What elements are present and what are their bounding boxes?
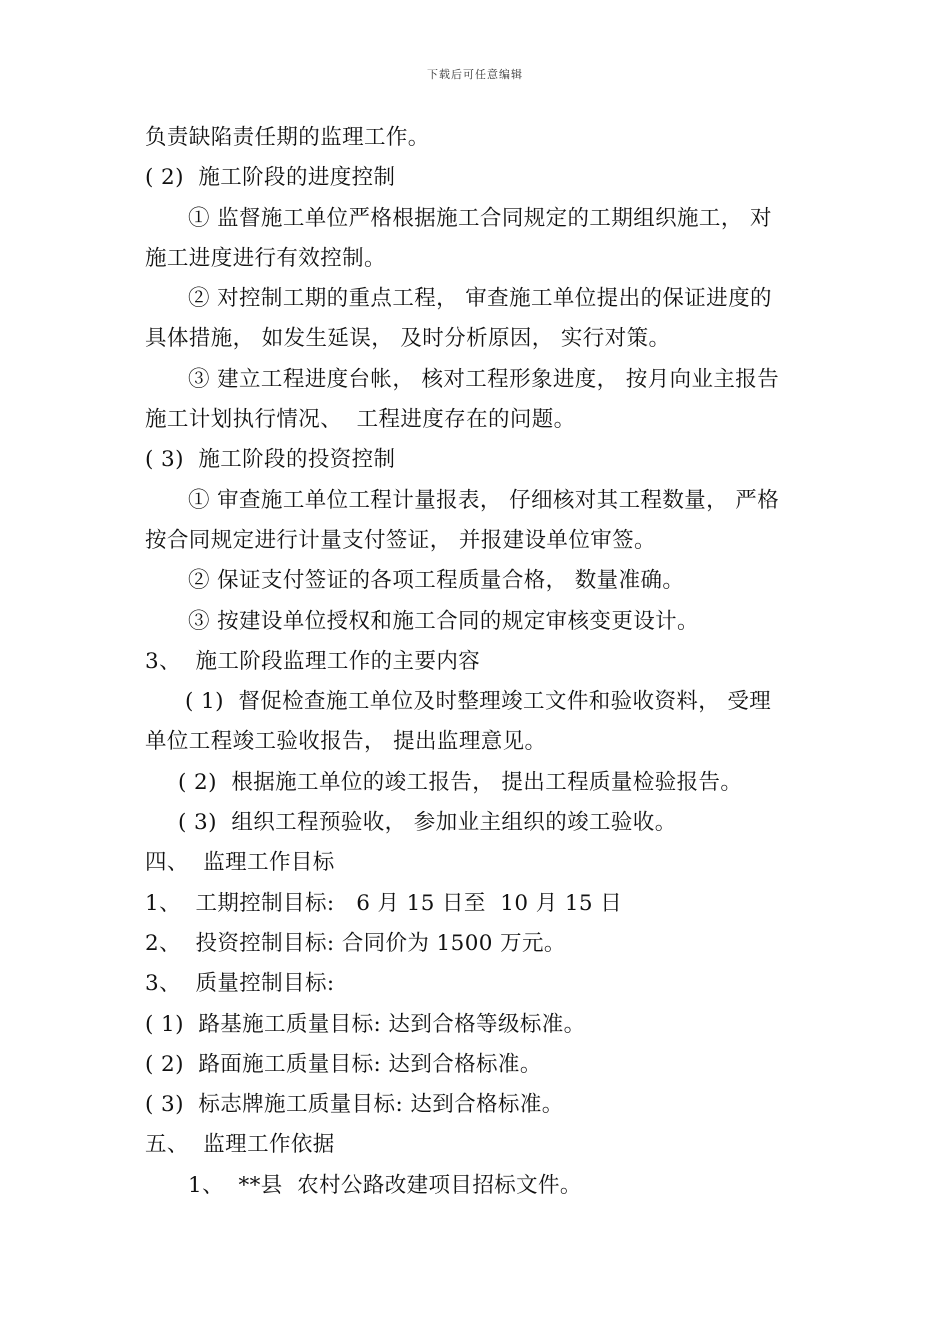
list-item: 1、 **县 农村公路改建项目招标文件。 — [188, 1172, 582, 1198]
list-item: ② 保证支付签证的各项工程质量合格， 数量准确。 — [188, 568, 685, 594]
text-line: 施工计划执行情况、 工程进度存在的问题。 — [145, 407, 576, 433]
list-item: ( 2) 路面施工质量目标: 达到合格标准。 — [145, 1051, 542, 1077]
list-item: ( 1) 督促检查施工单位及时整理竣工文件和验收资料， 受理 — [185, 689, 772, 715]
list-item: ( 3) 标志牌施工质量目标: 达到合格标准。 — [145, 1092, 564, 1118]
text-line: 施工进度进行有效控制。 — [145, 245, 386, 271]
section-heading: 五、 监理工作依据 — [145, 1132, 335, 1158]
page-header-note: 下载后可任意编辑 — [427, 68, 523, 81]
list-item: ( 1) 路基施工质量目标: 达到合格等级标准。 — [145, 1011, 586, 1037]
list-item: ( 3) 组织工程预验收， 参加业主组织的竣工验收。 — [178, 810, 677, 836]
text-line: 具体措施， 如发生延误， 及时分析原因， 实行对策。 — [145, 326, 671, 352]
list-item: ① 审查施工单位工程计量报表， 仔细核对其工程数量， 严格 — [188, 487, 780, 513]
list-item: ③ 建立工程进度台帐， 核对工程形象进度， 按月向业主报告 — [188, 366, 780, 392]
list-item: 2、 投资控制目标: 合同价为 1500 万元。 — [145, 930, 566, 956]
section-heading: ( 3) 施工阶段的投资控制 — [145, 447, 396, 473]
document-body — [145, 118, 815, 1206]
text-line: 负责缺陷责任期的监理工作。 — [145, 125, 430, 150]
section-heading: 3、 施工阶段监理工作的主要内容 — [145, 648, 481, 674]
list-item: 1、 工期控制目标: 6 月 15 日至 10 月 15 日 — [145, 890, 623, 916]
list-item: ( 2) 根据施工单位的竣工报告， 提出工程质量检验报告。 — [178, 769, 743, 795]
list-item: ② 对控制工期的重点工程， 审查施工单位提出的保证进度的 — [188, 286, 772, 312]
section-heading: ( 2) 施工阶段的进度控制 — [145, 165, 396, 191]
text-line: 按合同规定进行计量支付签证， 并报建设单位审签。 — [145, 527, 656, 553]
list-item: ① 监督施工单位严格根据施工合同规定的工期组织施工， 对 — [188, 205, 772, 231]
list-item: 3、 质量控制目标: — [145, 971, 335, 997]
text-line: 单位工程竣工验收报告， 提出监理意见。 — [145, 729, 547, 755]
list-item: ③ 按建设单位授权和施工合同的规定审核变更设计。 — [188, 608, 699, 634]
section-heading: 四、 监理工作目标 — [145, 850, 335, 876]
